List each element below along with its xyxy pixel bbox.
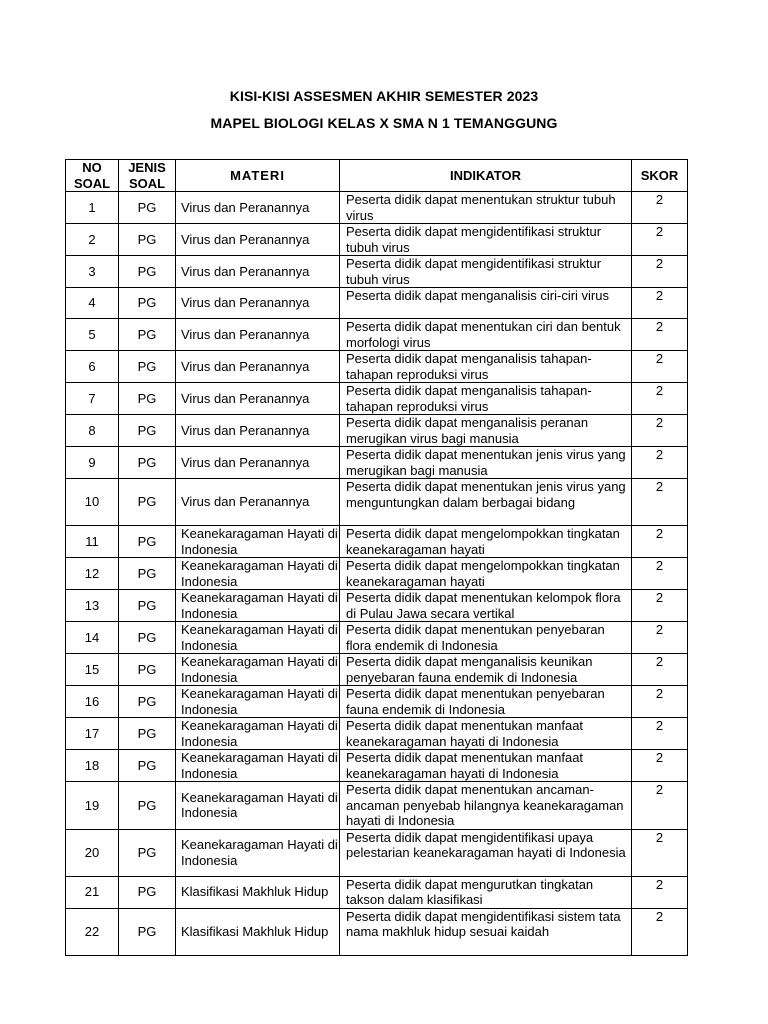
cell-no-soal: 16 <box>66 686 119 718</box>
cell-jenis-soal: PG <box>119 829 176 876</box>
cell-indikator: Peserta didik dapat menentukan manfaat keanekaragaman hayati di Indonesia <box>340 718 632 750</box>
kisi-kisi-table <box>65 159 688 956</box>
cell-materi: Klasifikasi Makhluk Hidup <box>176 908 340 955</box>
table-row <box>66 590 688 622</box>
table-row <box>66 622 688 654</box>
cell-skor: 2 <box>632 383 688 415</box>
cell-no-soal: 22 <box>66 908 119 955</box>
cell-indikator: Peserta didik dapat mengidentifikasi struktur tubuh virus <box>340 224 632 256</box>
cell-materi: Klasifikasi Makhluk Hidup <box>176 876 340 908</box>
cell-no-soal: 4 <box>66 288 119 319</box>
cell-skor: 2 <box>632 351 688 383</box>
cell-jenis-soal: PG <box>119 526 176 558</box>
cell-no-soal: 6 <box>66 351 119 383</box>
table-row <box>66 908 688 955</box>
cell-no-soal: 3 <box>66 256 119 288</box>
cell-materi: Virus dan Peranannya <box>176 288 340 319</box>
cell-no-soal: 19 <box>66 782 119 830</box>
cell-indikator: Peserta didik dapat mengelompokkan tingkatan keanekaragaman hayati <box>340 526 632 558</box>
cell-indikator: Peserta didik dapat menentukan ancaman-ancaman penyebab hilangnya keanekaragaman hayati di Indonesia <box>340 782 632 830</box>
cell-jenis-soal: PG <box>119 654 176 686</box>
cell-jenis-soal: PG <box>119 288 176 319</box>
cell-indikator: Peserta didik dapat menentukan jenis virus yang merugikan bagi manusia <box>340 447 632 479</box>
cell-indikator: Peserta didik dapat menentukan struktur tubuh virus <box>340 192 632 224</box>
cell-no-soal: 15 <box>66 654 119 686</box>
cell-indikator: Peserta didik dapat menganalisis tahapan-tahapan reproduksi virus <box>340 383 632 415</box>
cell-indikator: Peserta didik dapat menganalisis peranan merugikan virus bagi manusia <box>340 415 632 447</box>
cell-skor: 2 <box>632 750 688 782</box>
cell-jenis-soal: PG <box>119 192 176 224</box>
table-row <box>66 256 688 288</box>
cell-skor: 2 <box>632 319 688 351</box>
cell-jenis-soal: PG <box>119 782 176 830</box>
cell-no-soal: 18 <box>66 750 119 782</box>
cell-skor: 2 <box>632 558 688 590</box>
cell-indikator: Peserta didik dapat menentukan penyebaran flora endemik di Indonesia <box>340 622 632 654</box>
cell-jenis-soal: PG <box>119 224 176 256</box>
cell-materi: Keanekaragaman Hayati di Indonesia <box>176 718 340 750</box>
cell-materi: Virus dan Peranannya <box>176 319 340 351</box>
cell-jenis-soal: PG <box>119 558 176 590</box>
cell-skor: 2 <box>632 829 688 876</box>
cell-skor: 2 <box>632 590 688 622</box>
cell-jenis-soal: PG <box>119 908 176 955</box>
cell-skor: 2 <box>632 622 688 654</box>
table-row <box>66 558 688 590</box>
cell-skor: 2 <box>632 718 688 750</box>
table-header-row <box>66 160 688 192</box>
table-row <box>66 829 688 876</box>
cell-jenis-soal: PG <box>119 590 176 622</box>
table-row <box>66 718 688 750</box>
cell-indikator: Peserta didik dapat menentukan kelompok flora di Pulau Jawa secara vertikal <box>340 590 632 622</box>
table-row <box>66 447 688 479</box>
table-row <box>66 415 688 447</box>
cell-skor: 2 <box>632 192 688 224</box>
cell-indikator: Peserta didik dapat menentukan penyebaran fauna endemik di Indonesia <box>340 686 632 718</box>
cell-jenis-soal: PG <box>119 686 176 718</box>
cell-materi: Virus dan Peranannya <box>176 415 340 447</box>
cell-indikator: Peserta didik dapat mengurutkan tingkatan takson dalam klasifikasi <box>340 876 632 908</box>
cell-materi: Virus dan Peranannya <box>176 447 340 479</box>
cell-materi: Keanekaragaman Hayati di Indonesia <box>176 590 340 622</box>
table-row <box>66 192 688 224</box>
cell-skor: 2 <box>632 686 688 718</box>
cell-materi: Keanekaragaman Hayati di Indonesia <box>176 622 340 654</box>
cell-no-soal: 14 <box>66 622 119 654</box>
cell-indikator: Peserta didik dapat menganalisis ciri-ciri virus <box>340 288 632 319</box>
cell-materi: Keanekaragaman Hayati di Indonesia <box>176 686 340 718</box>
cell-no-soal: 13 <box>66 590 119 622</box>
cell-jenis-soal: PG <box>119 351 176 383</box>
cell-materi: Virus dan Peranannya <box>176 479 340 526</box>
cell-no-soal: 21 <box>66 876 119 908</box>
cell-no-soal: 8 <box>66 415 119 447</box>
cell-skor: 2 <box>632 654 688 686</box>
table-row <box>66 479 688 526</box>
cell-materi: Virus dan Peranannya <box>176 351 340 383</box>
cell-jenis-soal: PG <box>119 415 176 447</box>
cell-materi: Virus dan Peranannya <box>176 224 340 256</box>
cell-no-soal: 9 <box>66 447 119 479</box>
cell-jenis-soal: PG <box>119 447 176 479</box>
cell-jenis-soal: PG <box>119 479 176 526</box>
cell-indikator: Peserta didik dapat mengelompokkan tingkatan keanekaragaman hayati <box>340 558 632 590</box>
cell-skor: 2 <box>632 908 688 955</box>
document-subtitle: MAPEL BIOLOGI KELAS X SMA N 1 TEMANGGUNG <box>210 115 558 131</box>
cell-no-soal: 1 <box>66 192 119 224</box>
table-row <box>66 351 688 383</box>
cell-materi: Virus dan Peranannya <box>176 256 340 288</box>
cell-skor: 2 <box>632 224 688 256</box>
table-row <box>66 876 688 908</box>
cell-no-soal: 10 <box>66 479 119 526</box>
cell-materi: Keanekaragaman Hayati di Indonesia <box>176 750 340 782</box>
cell-indikator: Peserta didik dapat mengidentifikasi upaya pelestarian keanekaragaman hayati di Indonesia <box>340 829 632 876</box>
cell-indikator: Peserta didik dapat mengidentifikasi struktur tubuh virus <box>340 256 632 288</box>
cell-no-soal: 17 <box>66 718 119 750</box>
cell-skor: 2 <box>632 479 688 526</box>
cell-materi: Keanekaragaman Hayati di Indonesia <box>176 526 340 558</box>
cell-jenis-soal: PG <box>119 256 176 288</box>
table-row <box>66 782 688 830</box>
cell-skor: 2 <box>632 876 688 908</box>
cell-no-soal: 12 <box>66 558 119 590</box>
cell-skor: 2 <box>632 288 688 319</box>
table-row <box>66 654 688 686</box>
cell-indikator: Peserta didik dapat mengidentifikasi sistem tata nama makhluk hidup sesuai kaidah <box>340 908 632 955</box>
cell-indikator: Peserta didik dapat menganalisis keunikan penyebaran fauna endemik di Indonesia <box>340 654 632 686</box>
cell-skor: 2 <box>632 256 688 288</box>
cell-indikator: Peserta didik dapat menentukan manfaat keanekaragaman hayati di Indonesia <box>340 750 632 782</box>
cell-no-soal: 7 <box>66 383 119 415</box>
cell-skor: 2 <box>632 447 688 479</box>
cell-no-soal: 2 <box>66 224 119 256</box>
cell-no-soal: 5 <box>66 319 119 351</box>
cell-skor: 2 <box>632 415 688 447</box>
table-row <box>66 383 688 415</box>
cell-jenis-soal: PG <box>119 718 176 750</box>
cell-no-soal: 20 <box>66 829 119 876</box>
cell-materi: Keanekaragaman Hayati di Indonesia <box>176 782 340 830</box>
table-row <box>66 224 688 256</box>
header-materi: MATERI <box>176 160 340 192</box>
cell-materi: Virus dan Peranannya <box>176 383 340 415</box>
table-row <box>66 686 688 718</box>
cell-no-soal: 11 <box>66 526 119 558</box>
cell-indikator: Peserta didik dapat menentukan jenis virus yang menguntungkan dalam berbagai bidang <box>340 479 632 526</box>
cell-skor: 2 <box>632 526 688 558</box>
cell-materi: Virus dan Peranannya <box>176 192 340 224</box>
header-no-soal: NO SOAL <box>66 160 119 192</box>
cell-jenis-soal: PG <box>119 622 176 654</box>
document-title: KISI-KISI ASSESMEN AKHIR SEMESTER 2023 <box>229 88 539 104</box>
cell-indikator: Peserta didik dapat menganalisis tahapan-tahapan reproduksi virus <box>340 351 632 383</box>
cell-indikator: Peserta didik dapat menentukan ciri dan bentuk morfologi virus <box>340 319 632 351</box>
header-jenis-soal: JENIS SOAL <box>119 160 176 192</box>
cell-materi: Keanekaragaman Hayati di Indonesia <box>176 654 340 686</box>
header-skor: SKOR <box>632 160 688 192</box>
header-indikator: INDIKATOR <box>340 160 632 192</box>
cell-jenis-soal: PG <box>119 876 176 908</box>
cell-skor: 2 <box>632 782 688 830</box>
table-row <box>66 750 688 782</box>
cell-materi: Keanekaragaman Hayati di Indonesia <box>176 829 340 876</box>
cell-jenis-soal: PG <box>119 383 176 415</box>
table-row <box>66 526 688 558</box>
table-row <box>66 319 688 351</box>
cell-jenis-soal: PG <box>119 750 176 782</box>
cell-jenis-soal: PG <box>119 319 176 351</box>
cell-materi: Keanekaragaman Hayati di Indonesia <box>176 558 340 590</box>
table-row <box>66 288 688 319</box>
